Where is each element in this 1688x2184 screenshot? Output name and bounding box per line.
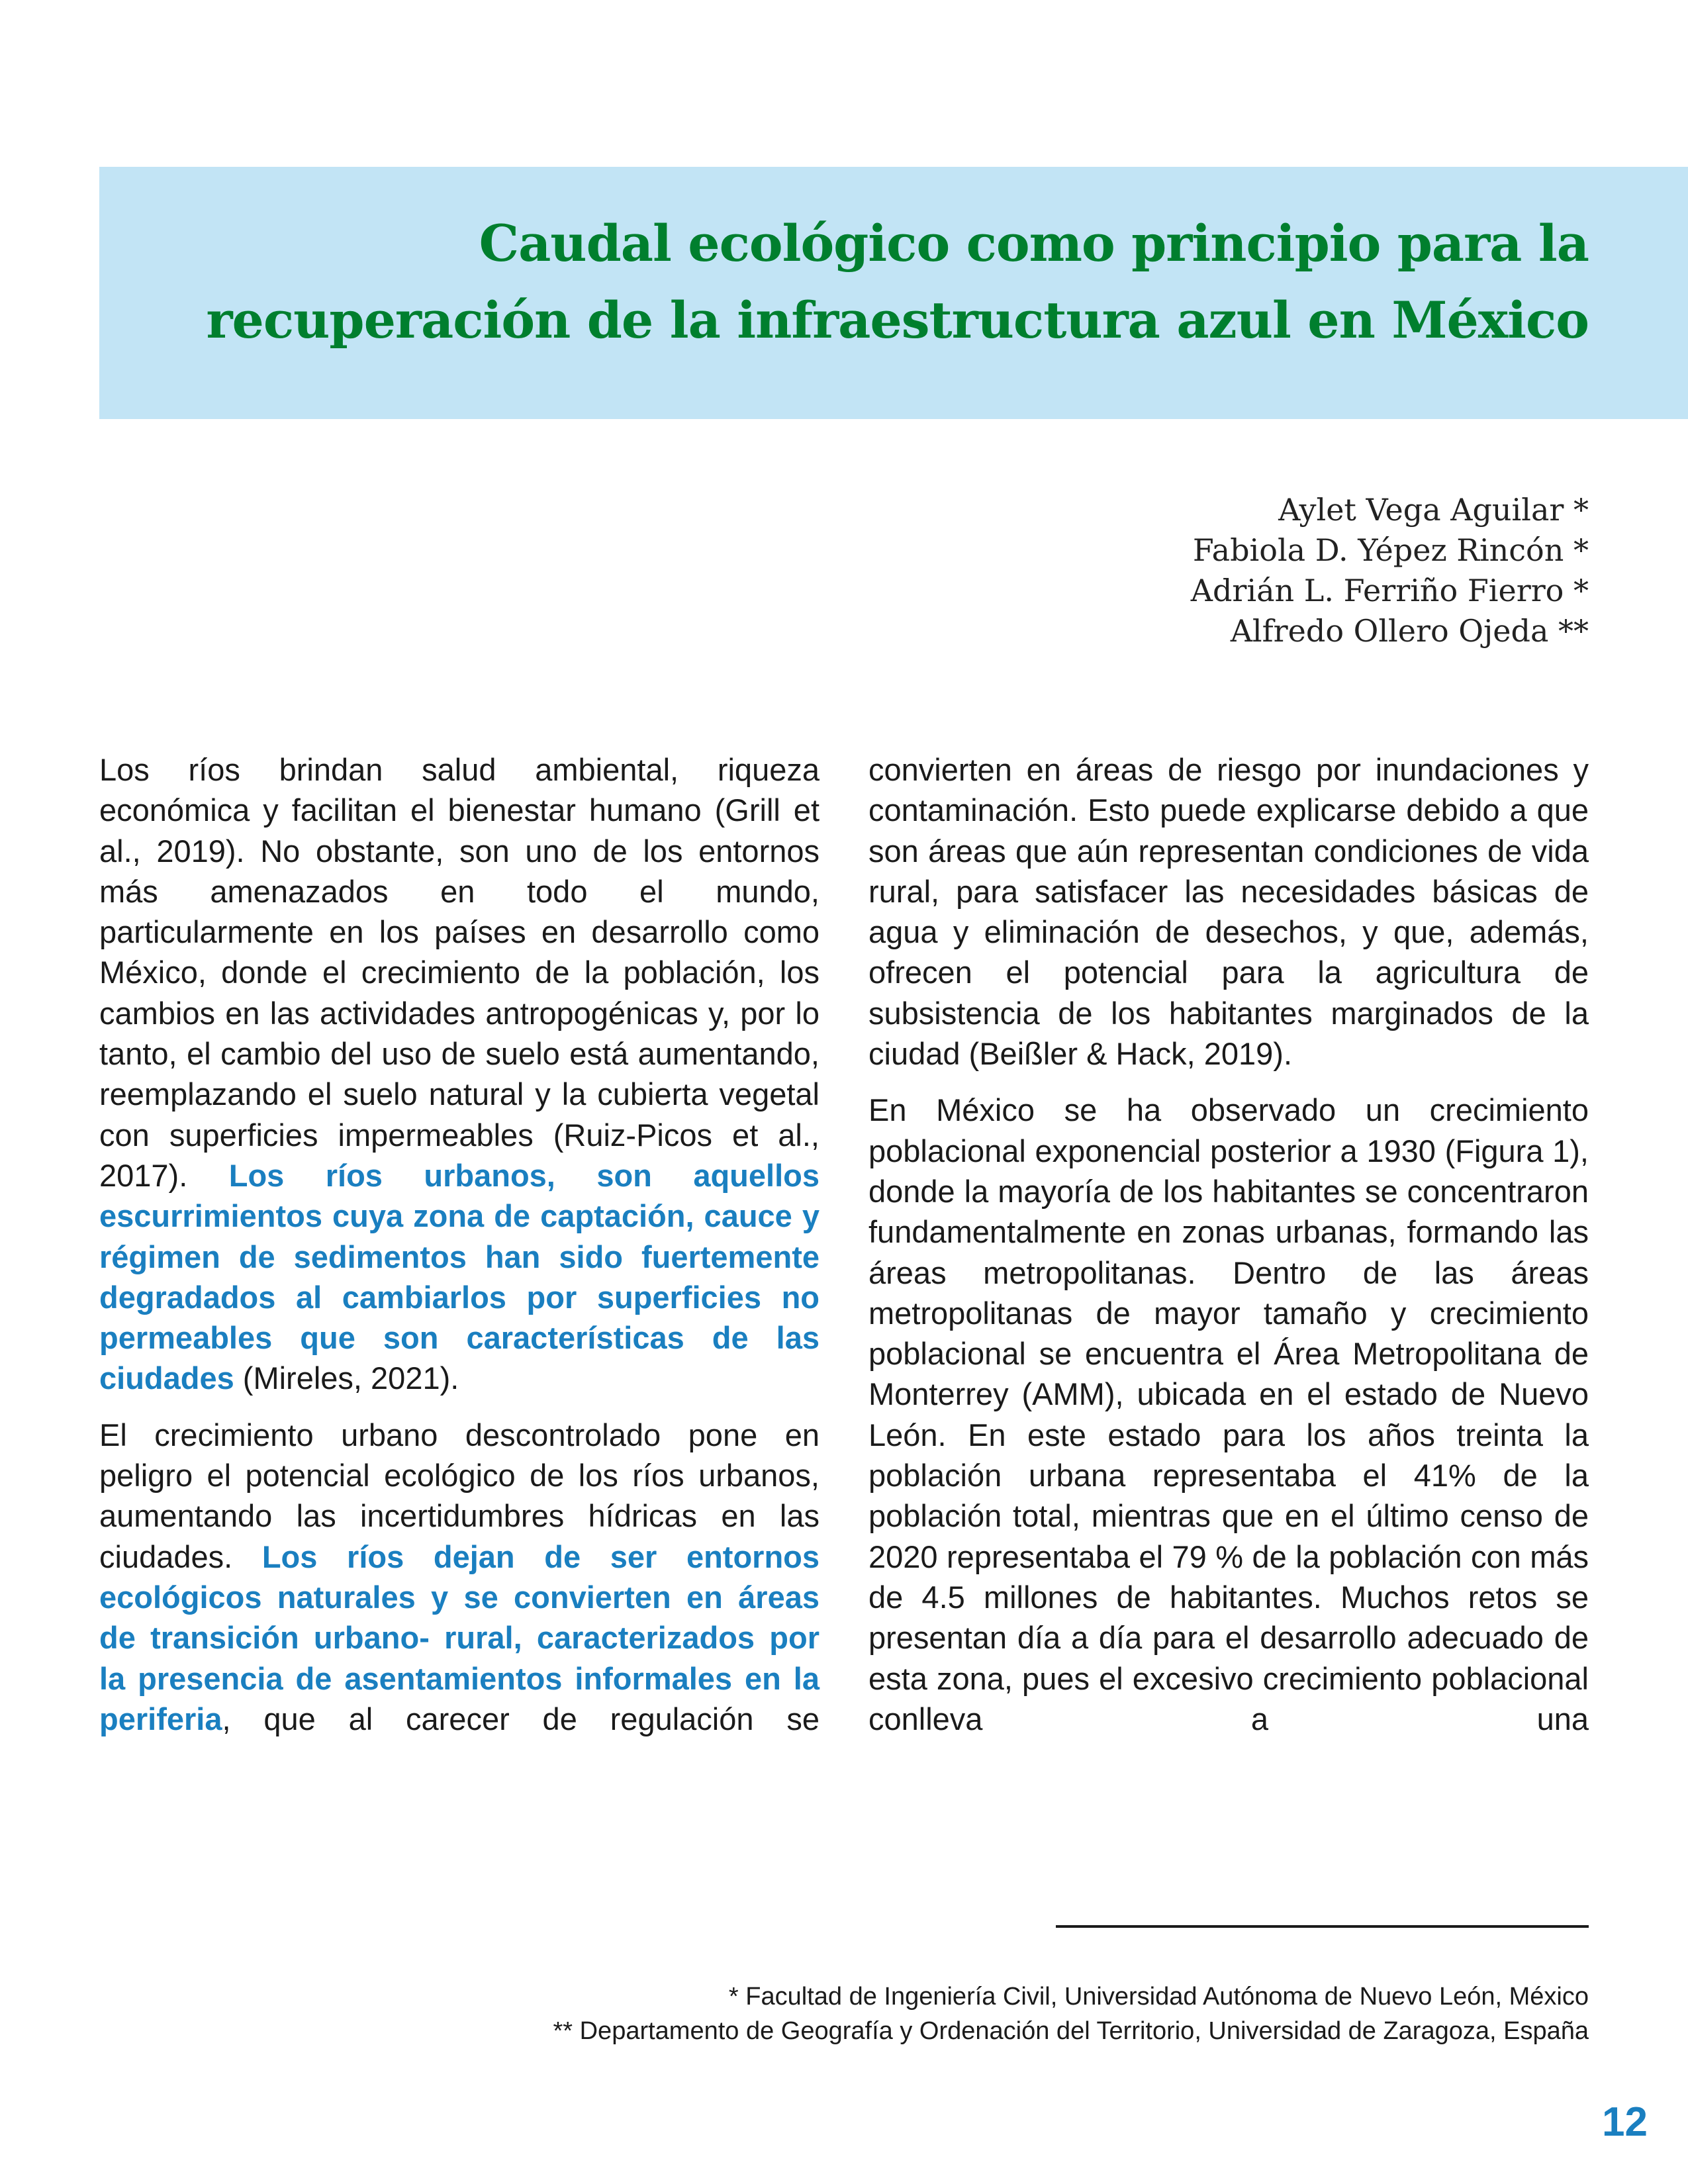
text: Los ríos brindan salud ambiental, riqueza económica y facilitan el bienestar humano (Grill et al., 2019). No obstante, son uno de los entornos más amenazados en todo el mundo, particularmente en los países en desarrollo como México, donde el crecimiento de la población, los cambios en las actividades antropogénicas y, por lo tanto, el cambio del uso de suelo está aumentando, reemplazando el suelo natural y la cubierta vegetal con superficies impermeables (Ruiz-Picos et al., 2017). [99,752,820,1193]
article-title [66,205,1589,359]
author: Adrián L. Ferriño Fierro * [1190,573,1589,608]
title-line-1: Caudal ecológico como principio para la [479,214,1589,273]
left-column [99,749,820,1755]
text: El crecimiento urbano descontrolado pone en peligro el potencial ecológico de los ríos urbanos, aumentando las incertidumbres hídricas en las ciudades. [99,1417,820,1574]
highlighted-text: Los ríos dejan de ser entornos ecológicos naturales y se convierten en áreas de transición urbano- rural, caracterizados por la presencia de asentamientos informales en la periferia [99,1539,820,1736]
title-line-2: recuperación de la infraestructura azul en México [206,291,1589,350]
author: Aylet Vega Aguilar * [1278,492,1589,528]
citation: (Mireles, 2021). [234,1360,459,1396]
paragraph-1 [99,749,820,1399]
footnote: * Facultad de Ingeniería Civil, Universidad Autónoma de Nuevo León, México [728,1983,1589,2011]
author: Fabiola D. Yépez Rincón * [1192,532,1589,568]
paragraph-2 [99,1415,820,1739]
paragraph-3: En México se ha observado un crecimiento poblacional exponencial posterior a 1930 (Figura 1), donde la mayoría de los habitantes se concentraron fundamentalmente en zonas urbanas, formando las áreas metropolitanas. Dentro de las áreas metropolitanas de mayor tamaño y crecimiento poblacional se encuentra el Área Metropolitana de Monterrey (AMM), ubicada en el estado de Nuevo León. En este estado para los años treinta la población urbana representaba el 41% de la población total, mientras que en el último censo de 2020 representaba el 79 % de la población con más de 4.5 millones de habitantes. Muchos retos se presentan día a día para el desarrollo adecuado de esta zona, pues el excesivo crecimiento poblacional conlleva a una [868,1092,1589,1736]
footnote-divider [1056,1925,1589,1928]
paragraph-2-continued: convierten en áreas de riesgo por inundaciones y contaminación. Esto puede explicarse debido a que son áreas que aún representan condiciones de vida rural, para satisfacer las necesidades básicas de agua y eliminación de desechos, y que, además, ofrecen el potencial para la agricultura de subsistencia de los habitantes marginados de la ciudad (Beißler & Hack, 2019). [868,752,1589,1072]
author-list [1191,490,1589,651]
highlighted-text: Los ríos urbanos, son aquellos escurrimientos cuya zona de captación, cauce y régimen de sedimentos han sido fuertemente degradados al cambiarlos por superficies no permeables que son características de las ciudades [99,1157,820,1396]
right-column [868,749,1589,1755]
text: , que al carecer de regulación se [222,1701,820,1736]
footnotes [553,1979,1589,2048]
footnote: ** Departamento de Geografía y Ordenación del Territorio, Universidad de Zaragoza, España [553,2017,1589,2045]
author: Alfredo Ollero Ojeda ** [1230,613,1589,649]
page-number: 12 [1602,2099,1648,2145]
